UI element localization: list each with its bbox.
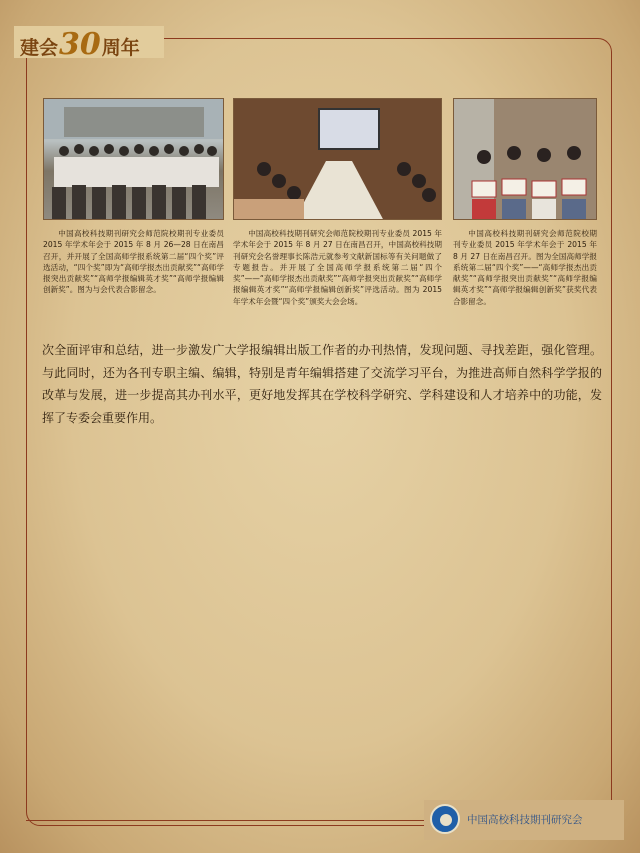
group-photo-attendees — [43, 98, 224, 220]
photo-caption-2: 中国高校科技期刊研究会师范院校期刊专业委员 2015 年学术年会于 2015 年 8 月 27 日在南昌召开，中国高校科技期刊研究会名誉理事长陈浩元就参考文献新国标等有关问题做了专题报告。并开展了全国高师学报系统第二届“四个奖”——“高师学报杰出贡献奖”“高师学报突出贡献奖”“高师学报编辑英才奖”“高师学报编辑创新奖”评选活动。图为 2015 年学术年会暨“四个奖”颁奖大会会场。 — [233, 229, 442, 306]
footer-rule — [26, 820, 424, 821]
title-prefix: 建会 — [20, 37, 59, 59]
body-paragraph: 次全面评审和总结，进一步激发广大学报编辑出版工作者的办刊热情，发现问题、寻找差距，强化管理。与此同时，还为各刊专职主编、编辑，特别是青年编辑搭建了交流学习平台，为推进高师自然科学学报的改革与发展，进一步提高其办刊水平，更好地发挥其在学校科学研究、学科建设和人才培养中的功能，发挥了专委会重要作用。 — [42, 343, 602, 425]
photo-caption-1: 中国高校科技期刊研究会师范院校期刊专业委员 2015 年学术年会于 2015 年 8 月 26—28 日在南昌召开，并开展了全国高师学报系统第二届“四个奖”评选活动，“四个奖”即为“高师学报杰出贡献奖”“高师学报突出贡献奖”“高师学报编辑英才奖”“高师学报编辑创新奖”。图为与会代表合影留念。 — [43, 229, 224, 295]
footer-organization-name: 中国高校科技期刊研究会 — [467, 814, 583, 826]
conference-hall-photo — [233, 98, 442, 220]
photo-caption-3: 中国高校科技期刊研究会师范院校期刊专业委员 2015 年学术年会于 2015 年 8 月 27 日在南昌召开。图为全国高师学报系统第二届“四个奖”——“高师学报杰出贡献奖”“高师学报突出贡献奖”“高师学报编辑英才奖”“高师学报编辑创新奖”获奖代表合影留念。 — [453, 229, 597, 306]
award-winners-photo — [453, 98, 597, 220]
anniversary-title — [20, 27, 140, 62]
society-emblem-icon — [430, 804, 460, 834]
title-number: 30 — [59, 27, 101, 62]
title-suffix: 周年 — [101, 37, 140, 59]
